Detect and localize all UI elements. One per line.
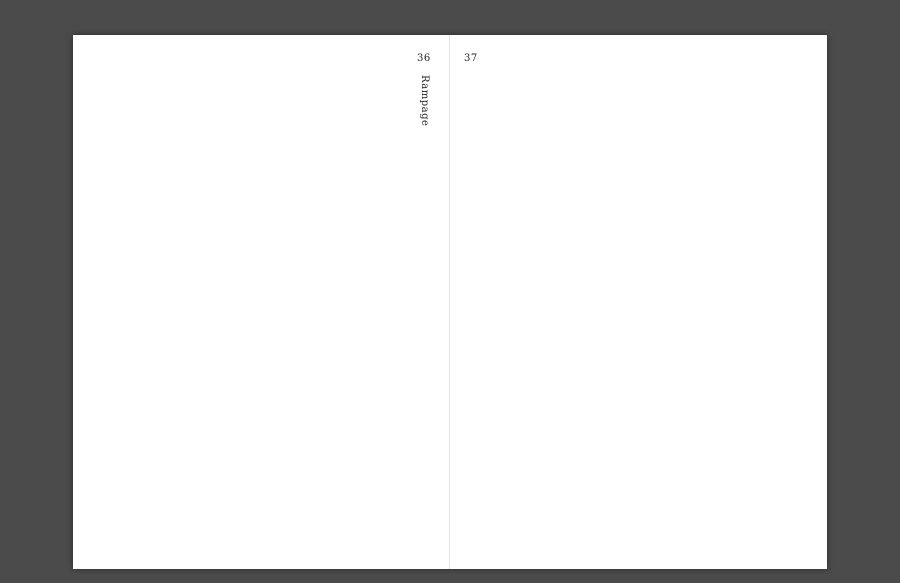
page-number-left: 36 [417,53,431,64]
book-spread [73,35,827,569]
left-page [73,35,450,569]
right-page-lower-text [478,327,778,545]
left-page-lower-text [125,327,411,545]
running-header: Rampage [419,75,430,127]
left-page-upper-text [125,75,411,303]
right-page-upper-text [478,75,778,303]
page-number-right: 37 [464,53,478,64]
right-page [450,35,827,569]
